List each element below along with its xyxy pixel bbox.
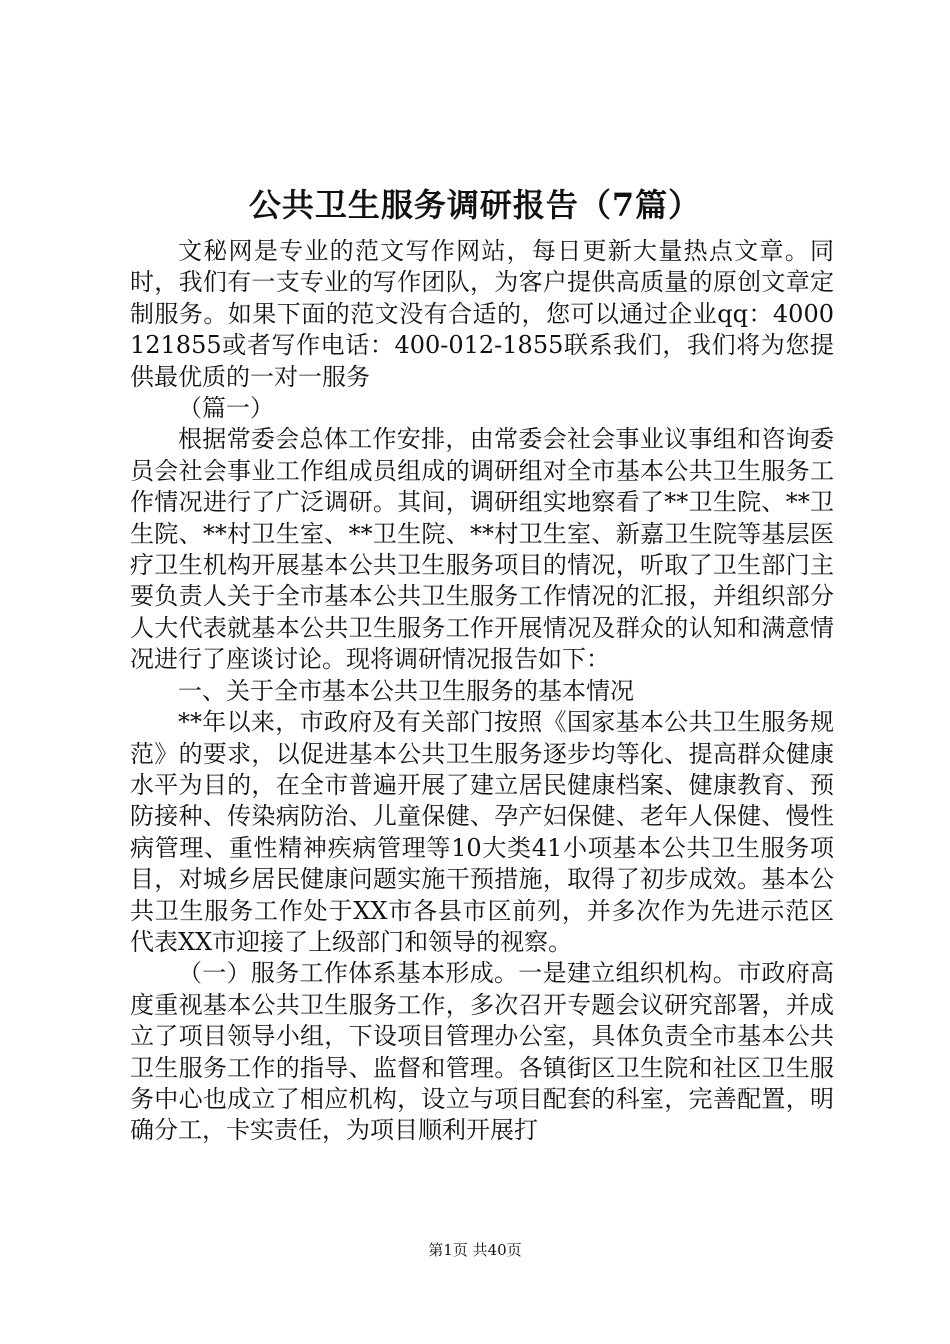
section-heading: 一、关于全市基本公共卫生服务的基本情况	[178, 676, 634, 705]
intro-paragraph: 文秘网是专业的范文写作网站，每日更新大量热点文章。同时，我们有一支专业的写作团队，为客户提供高质量的原创文章定制服务。如果下面的范文没有合适的，您可以通过企业qq：4000121855或者写作电话：400-012-1855联系我们，我们将为您提供最优质的一对一服务	[130, 237, 834, 391]
document-body	[130, 236, 834, 1147]
body-paragraph: （一）服务工作体系基本形成。一是建立组织机构。市政府高度重视基本公共卫生服务工作，多次召开专题会议研究部署，并成立了项目领导小组，下设项目管理办公室，具体负责全市基本公共卫生服务工作的指导、监督和管理。各镇街区卫生院和社区卫生服务中心也成立了相应机构，设立与项目配套的科室，完善配置，明确分工，卡实责任，为项目顺利开展打	[130, 959, 834, 1145]
section-label: （篇一）	[178, 394, 274, 423]
body-paragraph: **年以来，市政府及有关部门按照《国家基本公共卫生服务规范》的要求，以促进基本公共卫生服务逐步均等化、提高群众健康水平为目的，在全市普遍开展了建立居民健康档案、健康教育、预防接种、传染病防治、儿童保健、孕产妇保健、老年人保健、慢性病管理、重性精神疾病管理等10大类41小项基本公共卫生服务项目，对城乡居民健康问题实施干预措施，取得了初步成效。基本公共卫生服务工作处于XX市各县市区前列，并多次作为先进示范区代表XX市迎接了上级部门和领导的视察。	[130, 708, 834, 956]
body-paragraph: 根据常委会总体工作安排，由常委会社会事业议事组和咨询委员会社会事业工作组成员组成的调研组对全市基本公共卫生服务工作情况进行了广泛调研。其间，调研组实地察看了**卫生院、**卫生院、**村卫生室、**卫生院、**村卫生室、新嘉卫生院等基层医疗卫生机构开展基本公共卫生服务项目的情况，听取了卫生部门主要负责人关于全市基本公共卫生服务工作情况的汇报，并组织部分人大代表就基本公共卫生服务工作开展情况及群众的认知和满意情况进行了座谈讨论。现将调研情况报告如下：	[130, 425, 834, 674]
document-title: 公共卫生服务调研报告（7篇）	[248, 186, 702, 224]
page-number-footer: 第1页 共40页	[428, 1241, 522, 1259]
